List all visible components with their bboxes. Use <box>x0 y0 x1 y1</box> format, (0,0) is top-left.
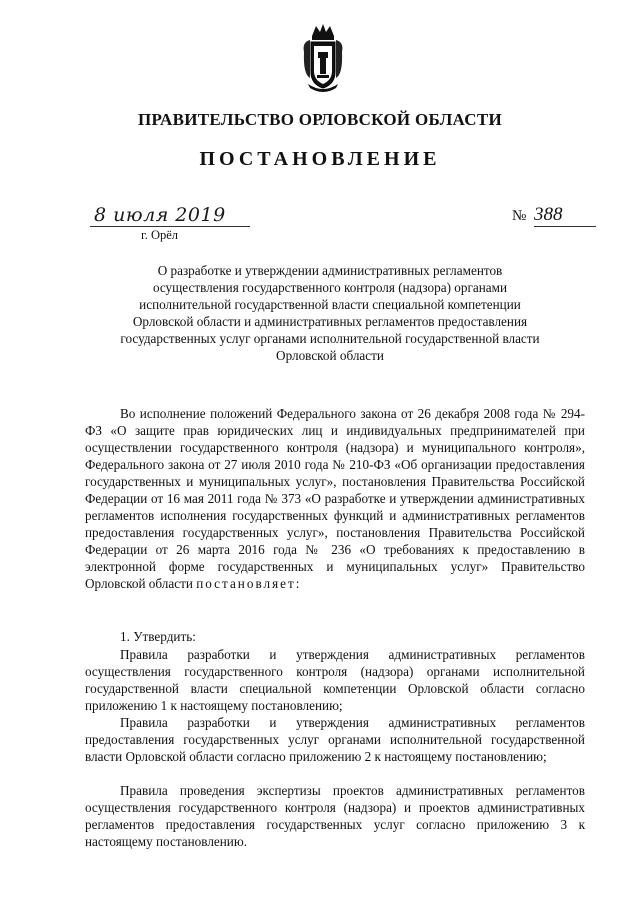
preamble-text: Во исполнение положений Федерального закона от 26 декабря 2008 года № 294-ФЗ «О защите прав юридических лиц и индивидуальных предпринимателей при осуществлении государственного контроля (надзора) и муниципального контроля», Федерального закона от 27 июля 2010 года № 210-ФЗ «Об организации предоставления государственных и муниципальных услуг», постановления Правительства Российской Федерации от 16 мая 2011 года № 373 «О разработке и утверждении административных регламентов исполнения государственных функций и административных регламентов предоставления государственных услуг», постановления Правительства Российской Федерации от 26 марта 2016 года № 236 «О требованиях к предоставлению в электронной форме государственных и муниципальных услуг» Правительство Орловской области <box>85 406 585 591</box>
handwritten-number: 388 <box>534 204 563 225</box>
number-sign: № <box>512 208 527 224</box>
document-title: О разработке и утверждении административных регламентов осуществления государственного контроля (надзора) органами исполнительной государственной власти специальной компетенции Орловской области и административных регламентов предоставления государственных услуг органами исполнительной государственной власти Орловской области <box>120 263 540 363</box>
organization-title: ПРАВИТЕЛЬСТВО ОРЛОВСКОЙ ОБЛАСТИ <box>137 110 503 129</box>
decree-word: постановляет: <box>196 576 302 591</box>
rule-paragraph-3: Правила проведения экспертизы проектов административных регламентов осуществления государственного контроля (надзора) и проектов административных регламентов предоставления государственных услуг согласно приложению 3 к настоящему постановлению. <box>85 783 585 849</box>
rule-paragraph-2: Правила разработки и утверждения административных регламентов предоставления государственных услуг органами исполнительной государственной власти Орловской области согласно приложению 2 к настоящему постановлению; <box>85 715 585 764</box>
preamble-paragraph <box>85 405 585 592</box>
coat-of-arms-emblem <box>300 22 346 92</box>
document-date <box>90 202 290 228</box>
document-number <box>512 204 602 228</box>
handwritten-date: 8 июля 2019 <box>94 204 226 226</box>
rule-paragraph-1: Правила разработки и утверждения административных регламентов осуществления государственного контроля (надзора) органами исполнительной государственной власти специальной компетенции Орловской области согласно приложению 1 к настоящему постановлению; <box>85 647 585 713</box>
date-underline <box>90 226 250 227</box>
number-underline <box>534 226 596 227</box>
document-type-heading: ПОСТАНОВЛЕНИЕ <box>199 148 441 170</box>
city-label: г. Орёл <box>141 228 179 242</box>
item-1-heading: 1. Утвердить: <box>120 629 196 644</box>
